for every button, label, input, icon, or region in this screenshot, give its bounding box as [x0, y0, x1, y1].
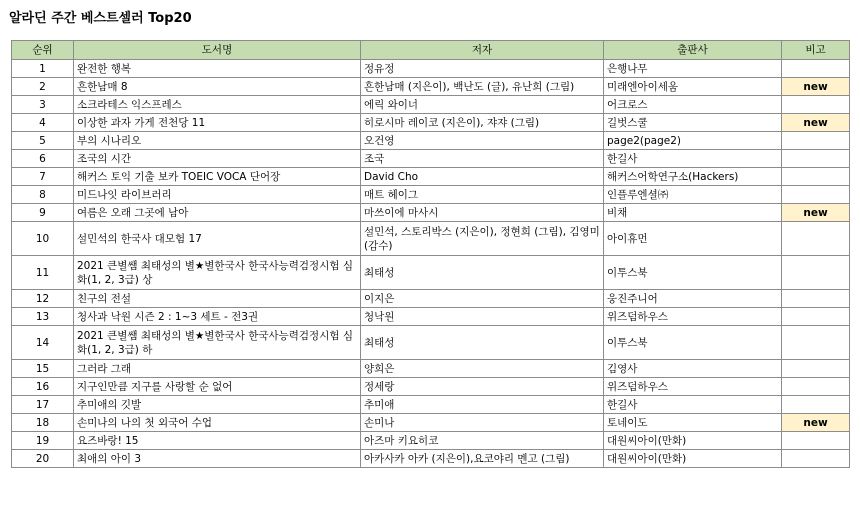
author-cell: 설민석, 스토리박스 (지은이), 정현희 (그림), 김영미 (감수) [361, 222, 604, 256]
book-title-cell: 2021 큰별쌤 최태성의 별★별한국사 한국사능력검정시험 심화(1, 2, 3급) 하 [74, 326, 361, 360]
publisher-cell: 이투스북 [604, 326, 782, 360]
table-row [12, 222, 850, 256]
note-cell [782, 150, 850, 168]
book-title-cell: 친구의 전설 [74, 290, 361, 308]
rank-cell: 4 [12, 114, 74, 132]
book-title-cell: 그러라 그래 [74, 360, 361, 378]
author-cell: 손미나 [361, 414, 604, 432]
note-cell [782, 360, 850, 378]
table-row [12, 326, 850, 360]
note-cell [782, 256, 850, 290]
rank-cell: 1 [12, 60, 74, 78]
publisher-cell: 위즈덤하우스 [604, 308, 782, 326]
book-title-cell: 조국의 시간 [74, 150, 361, 168]
publisher-cell: 대원씨아이(만화) [604, 432, 782, 450]
table-row [12, 132, 850, 150]
book-title-cell: 지구인만큼 지구를 사랑할 순 없어 [74, 378, 361, 396]
table-row [12, 290, 850, 308]
table-row [12, 204, 850, 222]
rank-cell: 7 [12, 168, 74, 186]
book-title-cell: 설민석의 한국사 대모험 17 [74, 222, 361, 256]
book-title-cell: 해커스 토익 기출 보카 TOEIC VOCA 단어장 [74, 168, 361, 186]
note-cell [782, 222, 850, 256]
table-row [12, 450, 850, 468]
publisher-cell: 해커스어학연구소(Hackers) [604, 168, 782, 186]
note-cell [782, 96, 850, 114]
page-title: 알라딘 주간 베스트셀러 Top20 [9, 11, 192, 26]
publisher-cell: 웅진주니어 [604, 290, 782, 308]
book-title-cell: 손미나의 나의 첫 외국어 수업 [74, 414, 361, 432]
publisher-cell: 비채 [604, 204, 782, 222]
note-cell: new [782, 114, 850, 132]
publisher-cell: 김영사 [604, 360, 782, 378]
publisher-cell: 토네이도 [604, 414, 782, 432]
author-cell: 조국 [361, 150, 604, 168]
publisher-cell: 길벗스쿨 [604, 114, 782, 132]
author-cell: 정세랑 [361, 378, 604, 396]
author-cell: 이지은 [361, 290, 604, 308]
note-cell [782, 326, 850, 360]
publisher-cell: 한길사 [604, 150, 782, 168]
book-title-cell: 흔한남매 8 [74, 78, 361, 96]
rank-cell: 3 [12, 96, 74, 114]
note-cell [782, 60, 850, 78]
header-author: 저자 [361, 41, 604, 60]
header-book-title: 도서명 [74, 41, 361, 60]
author-cell: 최태성 [361, 256, 604, 290]
publisher-cell: 은행나무 [604, 60, 782, 78]
author-cell: 에릭 와이너 [361, 96, 604, 114]
rank-cell: 14 [12, 326, 74, 360]
rank-cell: 5 [12, 132, 74, 150]
table-row [12, 432, 850, 450]
rank-cell: 19 [12, 432, 74, 450]
book-title-cell: 여름은 오래 그곳에 남아 [74, 204, 361, 222]
table-row [12, 360, 850, 378]
note-cell [782, 378, 850, 396]
author-cell: 최태성 [361, 326, 604, 360]
publisher-cell: 미래엔아이세움 [604, 78, 782, 96]
book-title-cell: 2021 큰별쌤 최태성의 별★별한국사 한국사능력검정시험 심화(1, 2, 3급) 상 [74, 256, 361, 290]
book-title-cell: 최애의 아이 3 [74, 450, 361, 468]
rank-cell: 11 [12, 256, 74, 290]
author-cell: 정유정 [361, 60, 604, 78]
note-cell: new [782, 78, 850, 96]
publisher-cell: 어크로스 [604, 96, 782, 114]
table-row [12, 378, 850, 396]
header-publisher: 출판사 [604, 41, 782, 60]
author-cell: 양희은 [361, 360, 604, 378]
header-rank: 순위 [12, 41, 74, 60]
table-row [12, 114, 850, 132]
publisher-cell: 인플루엔셜㈜ [604, 186, 782, 204]
book-title-cell: 이상한 과자 가게 전천당 11 [74, 114, 361, 132]
note-cell [782, 450, 850, 468]
rank-cell: 12 [12, 290, 74, 308]
table-row [12, 256, 850, 290]
book-title-cell: 요즈바랑! 15 [74, 432, 361, 450]
publisher-cell: page2(page2) [604, 132, 782, 150]
table-row [12, 308, 850, 326]
publisher-cell: 아이휴먼 [604, 222, 782, 256]
author-cell: 청낙원 [361, 308, 604, 326]
rank-cell: 2 [12, 78, 74, 96]
note-cell [782, 396, 850, 414]
book-title-cell: 완전한 행복 [74, 60, 361, 78]
author-cell: 아즈마 키요히코 [361, 432, 604, 450]
author-cell: 아카사카 아카 (지은이),요코야리 멘고 (그림) [361, 450, 604, 468]
book-title-cell: 미드나잇 라이브러리 [74, 186, 361, 204]
publisher-cell: 위즈덤하우스 [604, 378, 782, 396]
table-row [12, 78, 850, 96]
author-cell: 오건영 [361, 132, 604, 150]
rank-cell: 13 [12, 308, 74, 326]
rank-cell: 17 [12, 396, 74, 414]
table-row [12, 186, 850, 204]
book-title-cell: 추미애의 깃발 [74, 396, 361, 414]
author-cell: 흔한남매 (지은이), 백난도 (글), 유난희 (그림) [361, 78, 604, 96]
bestseller-table [11, 40, 850, 468]
note-cell [782, 308, 850, 326]
rank-cell: 6 [12, 150, 74, 168]
author-cell: 히로시마 레이코 (지은이), 쟈쟈 (그림) [361, 114, 604, 132]
publisher-cell: 이투스북 [604, 256, 782, 290]
rank-cell: 8 [12, 186, 74, 204]
rank-cell: 10 [12, 222, 74, 256]
header-note: 비고 [782, 41, 850, 60]
author-cell: David Cho [361, 168, 604, 186]
publisher-cell: 한길사 [604, 396, 782, 414]
rank-cell: 16 [12, 378, 74, 396]
author-cell: 추미애 [361, 396, 604, 414]
note-cell [782, 432, 850, 450]
table-row [12, 96, 850, 114]
note-cell: new [782, 414, 850, 432]
note-cell [782, 168, 850, 186]
table-row [12, 396, 850, 414]
publisher-cell: 대원씨아이(만화) [604, 450, 782, 468]
note-cell [782, 132, 850, 150]
note-cell [782, 290, 850, 308]
rank-cell: 15 [12, 360, 74, 378]
note-cell [782, 186, 850, 204]
table-row [12, 168, 850, 186]
book-title-cell: 부의 시나리오 [74, 132, 361, 150]
table-row [12, 150, 850, 168]
note-cell: new [782, 204, 850, 222]
rank-cell: 9 [12, 204, 74, 222]
author-cell: 마쓰이에 마사시 [361, 204, 604, 222]
book-title-cell: 청사과 낙원 시즌 2 : 1~3 세트 - 전3권 [74, 308, 361, 326]
rank-cell: 18 [12, 414, 74, 432]
table-row [12, 414, 850, 432]
book-title-cell: 소크라테스 익스프레스 [74, 96, 361, 114]
table-row [12, 60, 850, 78]
rank-cell: 20 [12, 450, 74, 468]
author-cell: 매트 헤이그 [361, 186, 604, 204]
table-header-row [12, 41, 850, 60]
